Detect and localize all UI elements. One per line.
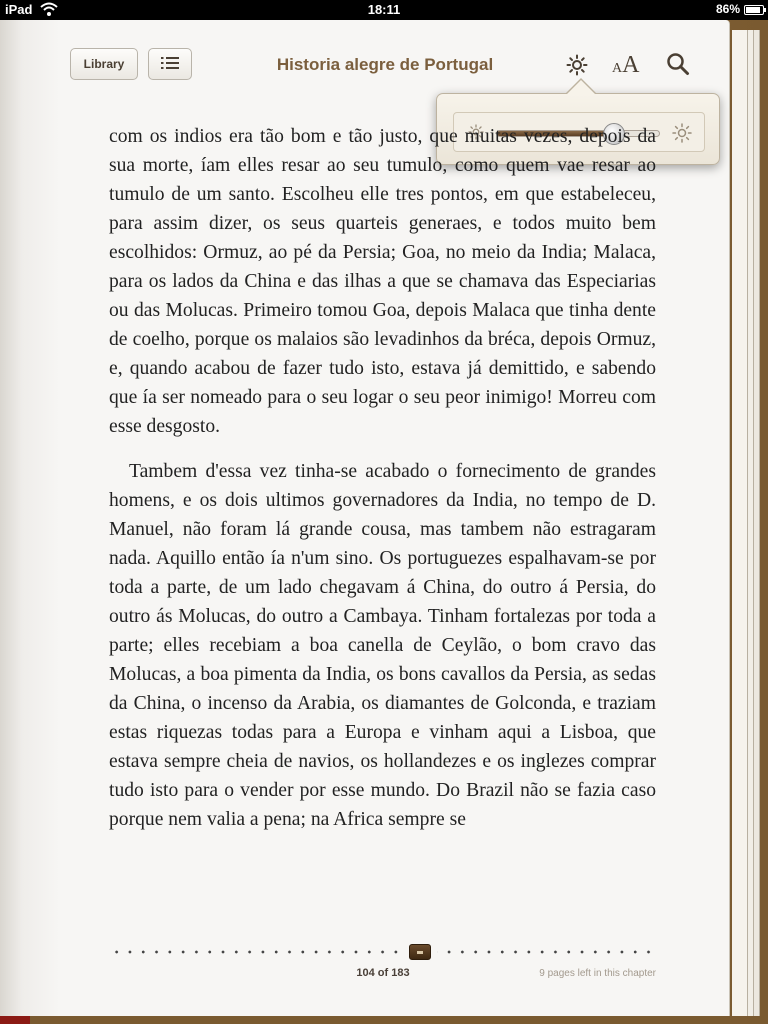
book-text [109,122,656,834]
page-scrubber[interactable] [110,947,656,957]
table-of-contents-button[interactable] [148,48,192,80]
text-paragraph: com os indios era tão bom e tão justo, que muitas vezes, depois da sua morte, íam elles resar ao seu tumulo, como quem vae resar ao tumulo de um santo. Escolheu elle tres pontos, em que estabeleceu, para assim dizer, os seus quarteis generaes, e todos muito bem escolhidos: Ormuz, ao pé da Persia; Goa, no meio da India; Malaca, para os lados da China e das ilhas a que se chamava das Especiarias ou das Molucas. Primeiro tomou Goa, depois Malaca que tinha dente de coelho, porque os malaios são levadinhos da bréca, depois Ormuz, e, quando acabou de fazer tudo isto, estava já demittido, e sabendo que ía ser nomeado para o seu logar o seu peor inimigo! Morreu com esse desgosto. [109,126,656,437]
battery-icon [744,5,764,15]
battery-fill [746,7,760,13]
scrubber-knob[interactable] [409,944,431,960]
popover-arrow-fill [566,80,596,95]
brightness-icon[interactable] [566,54,588,76]
battery-percent: 86% [715,2,740,16]
status-bar [0,0,768,20]
text-paragraph: Tambem d'essa vez tinha-se acabado o fornecimento de grandes homens, e os dois ultimos governadores da India, no tempo de D. Manuel, não foram lá grande cousa, mas tambem não estragaram nada. Aquillo então ía n'um sino. Os portuguezes espalhavam-se por toda a parte, de um lado chegavam á China, do outro á Persia, do outro ás Molucas, do outro a Cambaya. Tinham fortalezas por toda a parte; elles recebiam a boa canella de Ceylão, o bom cravo das Molucas, a boa pimenta da India, os bons cavallos da Persia, as sedas da China, o incenso da Arabia, os diamantes de Golconda, e traziam estas riquezas todas para a Europa e vinham aqui a Lisboa, que estava sempre cheia de navios, os hollandezes e os inglezes comprar tudo isto para o vender por esse mundo. Do Brazil não se fazia caso porque nem valia a pena; na Africa sempre se [109,461,656,830]
library-button-label: Library [83,57,125,71]
search-icon[interactable] [666,52,690,76]
status-time: 18:11 [367,2,401,17]
list-icon [161,56,179,73]
library-button[interactable] [70,48,138,80]
page-indicator: 104 of 183 [356,967,410,979]
book-title: Historia alegre de Portugal [276,55,494,74]
page-stack-edge [732,30,748,1016]
font-icon-small-letter: A [612,61,623,76]
pages-left-label: 9 pages left in this chapter [539,968,656,979]
carrier-label: iPad [5,2,33,17]
font-size-icon[interactable] [612,52,639,79]
sun-large-icon [672,123,692,143]
font-icon-big-letter: A [622,52,640,78]
